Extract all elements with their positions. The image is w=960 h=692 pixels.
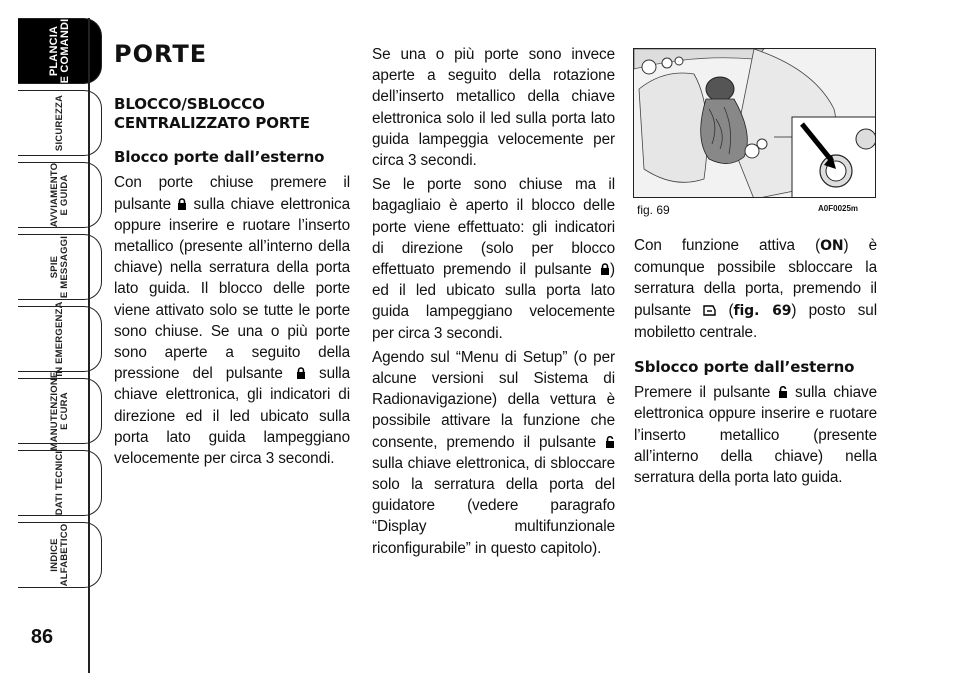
page-number: 86: [30, 626, 54, 648]
paragraph-3: Agendo sul “Menu di Setup” (o per alcune versioni sul Sistema di Radionavigazione) della vettura è possibile attivare la funzione che consente, premendo il pulsante sulla chiave elettronica, di sbloccare solo la serratura della porta del guidatore (vedere paragrafo “Display multifunzionale riconfigurabile” in questo capitolo).: [372, 348, 615, 557]
console-paragraph: Con funzione attiva (ON) è comunque possibile sbloccare la serratura della porta, premendo il pulsante (fig. 69) posto sul mobiletto centrale.: [634, 237, 877, 341]
padlock-closed-icon: [600, 263, 610, 275]
section-tab-label: DATI TECNICI: [53, 450, 65, 516]
padlock-closed-icon: [296, 367, 306, 379]
unlock-heading: Sblocco porte dall’esterno: [634, 358, 855, 377]
column-1: [114, 40, 350, 472]
padlock-open-icon: [605, 436, 615, 448]
section-tab-label: INDICE ALFABETICO: [48, 523, 70, 587]
padlock-open-icon: [778, 386, 788, 398]
door-unlock-icon: [703, 304, 716, 316]
section-tab-label: PLANCIA E COMANDI: [47, 18, 71, 84]
figure-caption: fig. 69: [637, 203, 670, 217]
gear-console-illustration: [634, 49, 876, 198]
section-tab-label: MANUTENZIONE E CURA: [48, 371, 70, 451]
on-label: ON: [820, 238, 844, 254]
lock-paragraph: Con porte chiuse premere il pulsante sulla chiave elettronica oppure inserire e ruotare l’inserto metallico (presente all’interno della chiave) nella serratura della porta lato guida. Il blocco delle porte viene attivato solo se tutte le porte sono chiuse. Se una o più porte sono aperte a seguito della pressione del pulsante sulla chiave elettronica, gli indicatori di direzione ed il led ubicato sulla porta lato guida lampeggiano velocemente per circa 3 secondi.: [114, 174, 350, 468]
section-title: BLOCCO/SBLOCCO CENTRALIZZATO PORTE: [114, 95, 310, 133]
page-title: PORTE: [114, 40, 208, 68]
column-3: [634, 235, 877, 491]
paragraph-1: Se una o più porte sono invece aperte a seguito della rotazione dell’inserto metallico della chiave elettronica solo il led sulla porta lato guida lampeggia velocemente per circa 3 secondi.: [372, 46, 615, 170]
padlock-closed-icon: [177, 198, 187, 210]
unlock-paragraph: Premere il pulsante sulla chiave elettronica oppure inserire e ruotare l’inserto metallico (presente all’interno della chiave) nella serratura della porta lato guida.: [634, 384, 877, 487]
section-tab-label: SICUREZZA: [53, 94, 65, 152]
section-tab-label: IN EMERGENZA: [53, 301, 65, 377]
column-2: [372, 44, 615, 562]
tab-divider-line: [88, 18, 90, 673]
section-tab-label: AVVIAMENTO E GUIDA: [48, 162, 70, 228]
figure-reference: fig. 69: [733, 302, 792, 319]
section-tab-label: SPIE E MESSAGGI: [48, 235, 70, 299]
lock-heading: Blocco porte dall’esterno: [114, 148, 325, 167]
figure-code: A0F0025m: [818, 204, 859, 213]
gear-console-figure: [633, 48, 876, 198]
paragraph-2: Se le porte sono chiuse ma il bagagliaio è aperto il blocco delle porte viene effettuato: gli indicatori di direzione (solo per blocco effettuato premendo il pulsante ) ed il led ubicato sulla porta lato guida lampeggiano velocemente per circa 3 secondi.: [372, 176, 615, 342]
